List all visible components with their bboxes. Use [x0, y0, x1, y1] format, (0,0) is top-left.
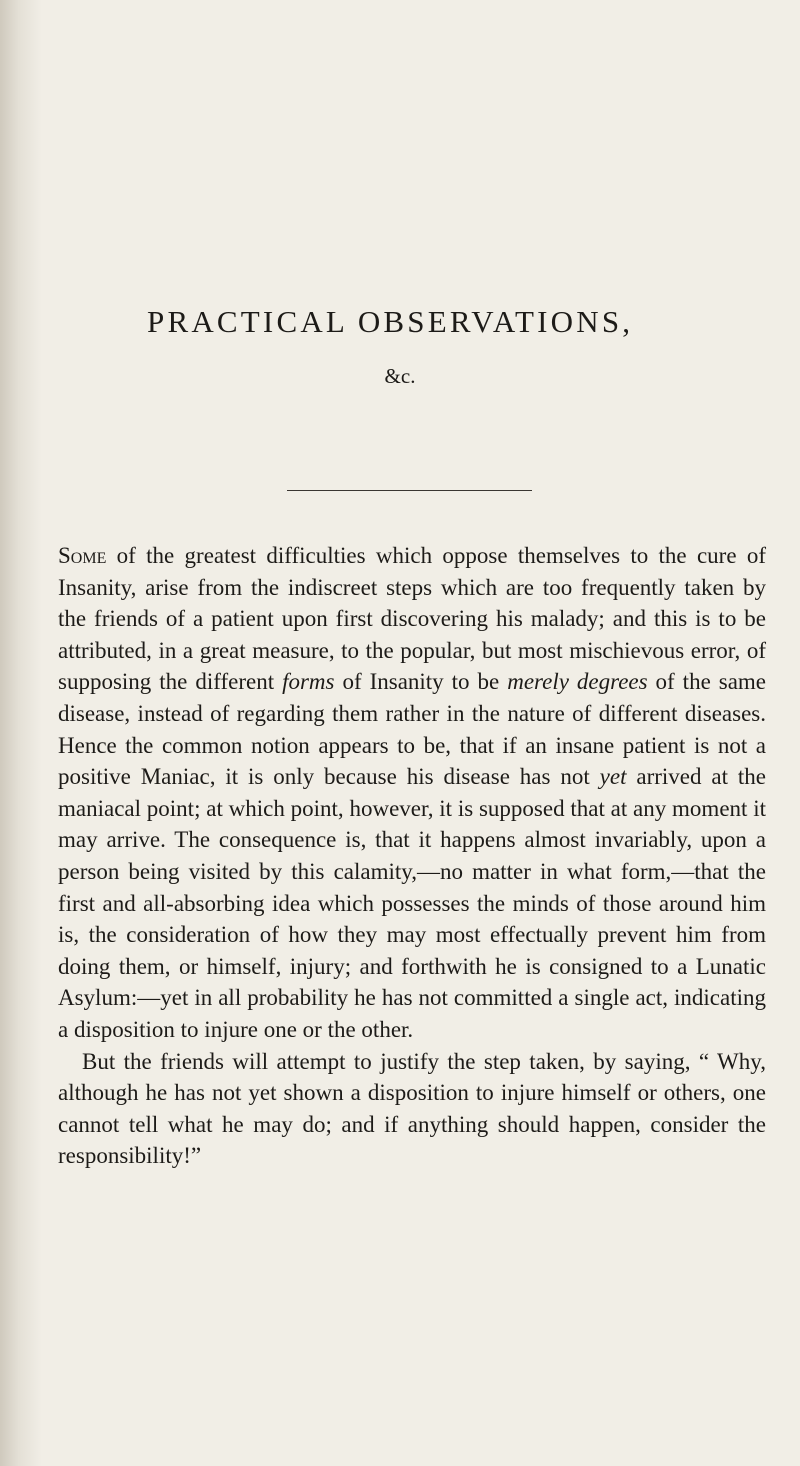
opening-word: Some [58, 543, 107, 568]
divider-rule [287, 490, 532, 491]
body-text [58, 540, 766, 1172]
text-segment: of Insanity to be [334, 669, 508, 695]
text-segment: of the same disease, instead of regarding them rather in the nature of different diseases. Hence the common notion appears to be, that if an insane patient is not a positive Maniac, it is only because his disease has not [58, 669, 767, 790]
italic-segment: yet [599, 764, 627, 790]
italic-segment: merely degrees [507, 669, 648, 695]
page-edge-shadow [0, 0, 42, 1466]
text-segment: of the greatest difficulties which oppose themselves to the cure of Insanity, arise from the indiscreet steps which are too frequently taken by the friends of a patient upon first discovering his malady; and this is to be attributed, in a great measure, to the popular, but most mischievous error, of supposing the different [58, 543, 766, 695]
page-subtitle: &c. [384, 364, 416, 388]
page-title: PRACTICAL OBSERVATIONS, [147, 304, 634, 339]
paragraph-2 [58, 1046, 766, 1172]
paragraph-1 [58, 540, 766, 1046]
text-segment: arrived at the maniacal point; at which point, however, it is supposed that at any moment it may arrive. The consequence is, that it happens almost invariably, upon a person being visited by this calamity,—no matter in what form,—that the first and all-absorbing idea which possesses the minds of those around him is, the consideration of how they may most effectually prevent him from doing them, or himself, injury; and forthwith he is consigned to a Lunatic Asylum:—yet in all probability he has not committed a single act, indicating a disposition to injure one or the other. [58, 764, 766, 1042]
text-segment: But the friends will attempt to justify the step taken, by saying, “ Why, although he has not yet shown a disposition to injure himself or others, one cannot tell what he may do; and if anything should happen, consider the responsibility!” [58, 1048, 766, 1169]
italic-segment: forms [282, 669, 335, 695]
